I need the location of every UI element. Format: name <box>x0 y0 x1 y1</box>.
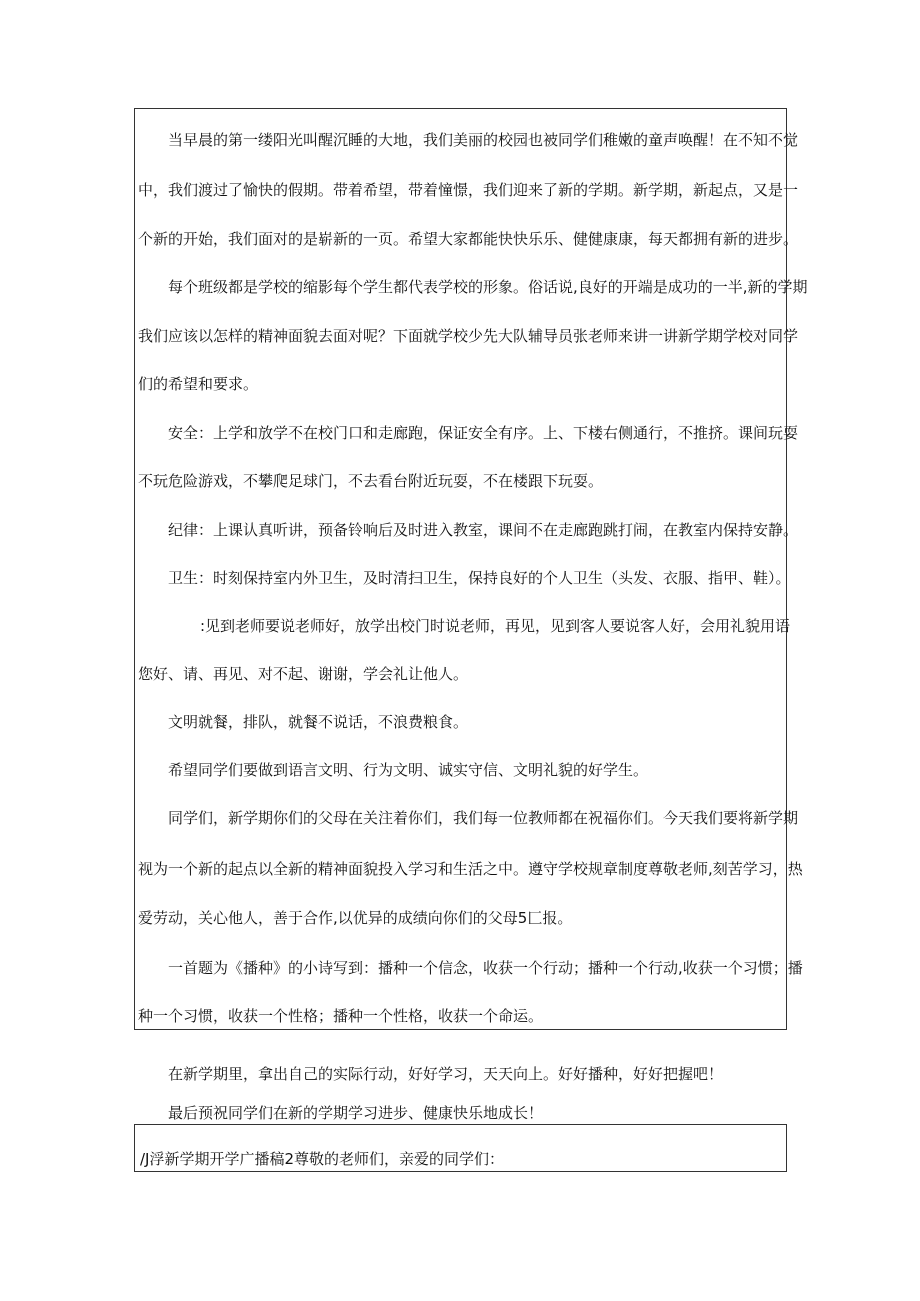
discipline-line: 纪律：上课认真听讲，预备铃响后及时进入教室，课间不在走廊跑跳打闹，在教室内保持安静。 <box>168 521 799 539</box>
hygiene-line: 卫生：时刻保持室内外卫生，及时清扫卫生，保持良好的个人卫生（头发、衣服、指甲、鞋）。 <box>168 569 791 587</box>
action-line: 在新学期里，拿出自己的实际行动，好好学习，天天向上。好好播种，好好把握吧！ <box>168 1065 724 1083</box>
poem-line-2: 种一个习惯，收获一个性格；播种一个性格，收获一个命运。 <box>138 1007 544 1025</box>
safety-line-2: 不玩危险游戏，不攀爬足球门，不去看台附近玩耍，不在楼跟下玩耍。 <box>138 472 604 490</box>
class-image-line-1: 每个班级都是学校的缩影每个学生都代表学校的形象。俗话说,良好的开端是成功的一半,新的学期 <box>168 278 808 296</box>
wishes-line: 最后预祝同学们在新的学期学习进步、健康快乐地成长！ <box>168 1104 544 1122</box>
dining-line: 文明就餐，排队，就餐不说话，不浪费粮食。 <box>168 713 469 731</box>
poem-line-1: 一首题为《播种》的小诗写到：播种一个信念，收获一个行动；播种一个行动,收获一个习惯；播 <box>168 959 803 977</box>
class-image-line-3: 们的希望和要求。 <box>138 375 259 393</box>
opening-line-2: 中，我们渡过了愉快的假期。带着希望，带着憧憬，我们迎来了新的学期。新学期，新起点，又是一 <box>138 181 799 199</box>
parents-line-2: 视为一个新的起点以全新的精神面貌投入学习和生活之中。遵守学校规章制度尊敬老师,刻苦学习，热 <box>138 860 803 878</box>
hope-line: 希望同学们要做到语言文明、行为文明、诚实守信、文明礼貌的好学生。 <box>168 761 649 779</box>
parents-line-1: 同学们，新学期你们的父母在关注着你们，我们每一位教师都在祝福你们。今天我们要将新学期 <box>168 809 799 827</box>
manners-line-1: :见到老师要说老师好，放学出校门时说老师，再见，见到客人要说客人好，会用礼貌用语 <box>200 617 791 635</box>
safety-line-1: 安全：上学和放学不在校门口和走廊跑，保证安全有序。上、下楼右侧通行，不推挤。课间玩耍 <box>168 424 799 442</box>
opening-line-1: 当早晨的第一缕阳光叫醒沉睡的大地，我们美丽的校园也被同学们稚嫩的童声唤醒！在不知不觉 <box>168 131 799 149</box>
parents-line-3: 爱劳动，关心他人，善于合作,以优异的成绩向你们的父母5匚报。 <box>138 909 573 927</box>
opening-line-3: 个新的开始，我们面对的是崭新的一页。希望大家都能快快乐乐、健健康康，每天都拥有新的进步。 <box>138 230 799 248</box>
manners-line-2: 您好、请、再见、对不起、谢谢，学会礼让他人。 <box>138 665 469 683</box>
next-section-title: /J浮新学期开学广播稿2尊敬的老师们，亲爱的同学们： <box>140 1150 505 1168</box>
class-image-line-2: 我们应该以怎样的精神面貌去面对呢？下面就学校少先大队辅导员张老师来讲一讲新学期学校对同学 <box>138 327 799 345</box>
